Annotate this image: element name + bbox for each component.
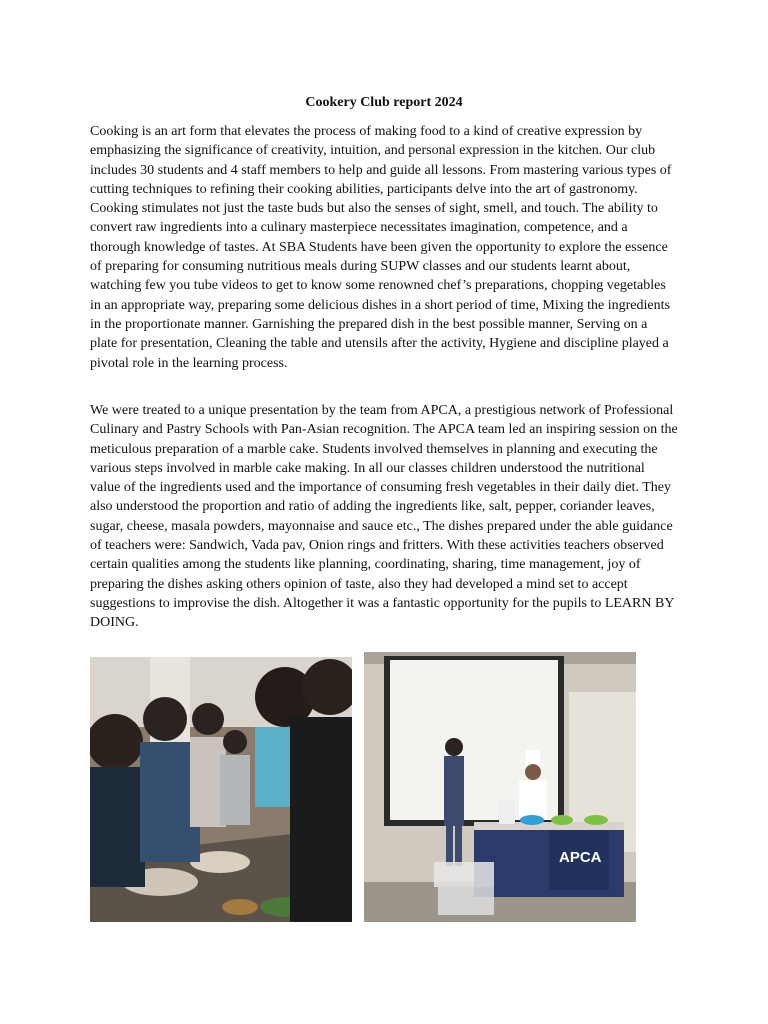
apca-logo-text: APCA [559, 849, 602, 866]
paragraph-apca: We were treated to a unique presentation by the team from APCA, a prestigious network of Professional Culinary and Pastry Schools with Pan-Asian recognition. The APCA team led an inspiring session on the meticulous preparation of a marble cake. Students involved themselves in planning and executing the various steps involved in marble cake making. In all our classes children understood the nutritional value of the ingredients used and the importance of consuming fresh vegetables in their daily diet. They also understood the proportion and ratio of adding the ingredients like, salt, pepper, coriander leaves, sugar, cheese, masala powders, mayonnaise and sauce etc., The dishes prepared under the able guidance of teachers were: Sandwich, Vada pav, Onion rings and fritters. With these activities teachers observed certain qualities among the students like planning, coordinating, sharing, time management, joy of preparing the dishes asking others opinion of taste, also they had developed a mind set to accept suggestions to improvise the dish. Altogether it was a fantastic opportunity for the pupils to LEARN BY DOING. [90, 403, 678, 631]
page-title: Cookery Club report 2024 [305, 95, 463, 110]
photo-apca-demo [364, 652, 636, 922]
paragraph-intro: Cooking is an art form that elevates the process of making food to a kind of creative expression by emphasizing the significance of creativity, intuition, and personal expression in the kitchen. Our club includes 30 students and 4 staff members to help and guide all lessons. From mastering various types of cutting techniques to refining their cooking abilities, participants delve into the art of gastronomy. Cooking stimulates not just the taste buds but also the senses of sight, smell, and touch. The ability to convert raw ingredients into a culinary masterpiece necessitates imagination, competence, and a thorough knowledge of tastes. At SBA Students have been given the opportunity to explore the essence of preparing for consuming nutritious meals during SUPW classes and our students learnt about, watching few you tube videos to get to know some renowned chef’s preparations, chopping vegetables in an appropriate way, preparing some delicious dishes in a short period of time, Mixing the ingredients in the proportionate manner. Garnishing the prepared dish in the best possible manner, Serving on a plate for presentation, Cleaning the table and utensils after the activity, Hygiene and discipline played a pivotal role in the learning process. [90, 124, 672, 371]
photo-students-cooking [90, 657, 352, 922]
